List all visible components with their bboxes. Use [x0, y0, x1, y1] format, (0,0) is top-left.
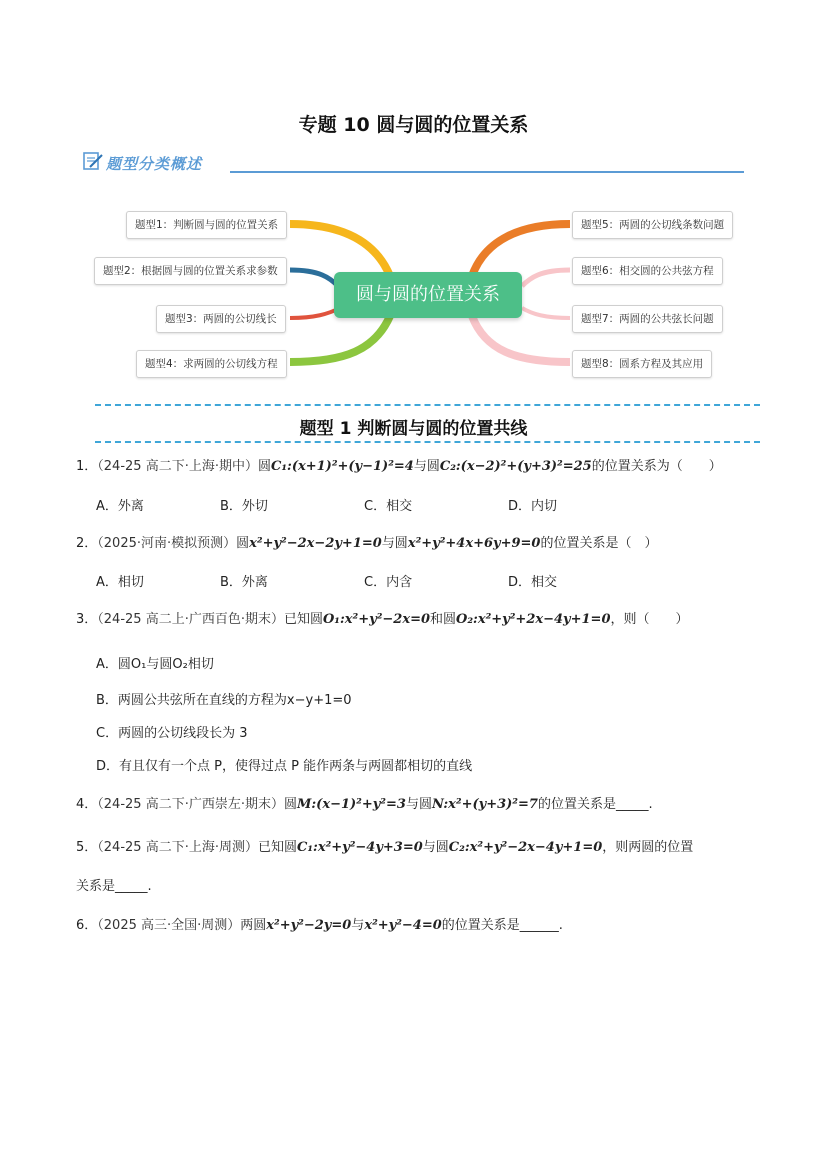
q5-number: 5． [76, 840, 98, 855]
q5-pre: 已知圆 [257, 840, 297, 855]
q4-pre: 圆 [283, 797, 297, 812]
q5-mid: 与圆 [422, 840, 449, 855]
q5-continuation: 关系是_____. [76, 879, 152, 894]
q3-mid: 和圆 [430, 612, 457, 627]
q3-number: 3． [76, 612, 98, 627]
branch-1 [290, 224, 390, 276]
q1-option-a: A．外离 [96, 499, 144, 514]
mindmap-node-type1: 题型1：判断圆与圆的位置关系 [126, 211, 287, 239]
q4-mid: 与圆 [405, 797, 432, 812]
pencil-note-icon [82, 150, 104, 172]
question-2 [76, 532, 657, 551]
q6-mid: 与 [351, 918, 365, 933]
q3-option-a [96, 653, 214, 672]
q2-pre: 圆 [236, 536, 250, 551]
q3-math-a: O₁:x²+y²−2x=0 [322, 612, 431, 627]
q1-number: 1． [76, 459, 98, 474]
q5-math-a: C₁:x²+y²−4y+3=0 [296, 840, 423, 855]
type1-title: 题型 1 判断圆与圆的位置共线 [299, 419, 528, 439]
section-header [82, 150, 744, 178]
branch-4 [290, 316, 390, 362]
q1-mid: 与圆 [413, 459, 440, 474]
document-title: 专题 10 圆与圆的位置关系 [298, 114, 529, 136]
q2-math-b: x²+y²+4x+6y+9=0 [407, 536, 541, 551]
mindmap-node-type5: 题型5：两圆的公切线条数问题 [572, 211, 733, 239]
branch-8 [472, 316, 570, 362]
q2-option-c: C．内含 [364, 575, 413, 590]
q3-option-d: D．有且仅有一个点 P，使得过点 P 能作两条与两圆都相切的直线 [96, 759, 473, 774]
branch-6 [522, 270, 570, 286]
mindmap-node-type4: 题型4：求两圆的公切线方程 [136, 350, 287, 378]
q6-math-a: x²+y²−2y=0 [266, 918, 352, 933]
q5-post: ，则两圆的位置 [602, 840, 694, 855]
q1-math-b: C₂:(x−2)²+(y+3)²=25 [439, 459, 592, 474]
question-5 [76, 836, 693, 855]
mindmap-node-type8: 题型8：圆系方程及其应用 [572, 350, 712, 378]
q2-mid: 与圆 [381, 536, 408, 551]
q2-option-d: D．相交 [508, 575, 558, 590]
q1-source: （24-25 高二下·上海·期中） [97, 459, 258, 474]
divider-top [95, 404, 760, 406]
q3-option-b [96, 689, 352, 708]
q5-math-b: C₂:x²+y²−2x−4y+1=0 [448, 840, 603, 855]
q4-post: 的位置关系是_____. [537, 797, 653, 812]
q3-option-c: C．两圆的公切线段长为 3 [96, 726, 248, 741]
q6-math-b: x²+y²−4=0 [364, 918, 442, 933]
q2-number: 2． [76, 536, 98, 551]
q6-pre: 两圆 [240, 918, 267, 933]
q2-option-b: B．外离 [220, 575, 268, 590]
q1-post: 的位置关系为（ ） [591, 459, 722, 474]
q1-option-b: B．外切 [220, 499, 268, 514]
mindmap [90, 200, 750, 390]
q3-option-a-post: 相切 [187, 657, 214, 672]
q6-source: （2025 高三·全国·周测） [97, 918, 241, 933]
divider-bottom [95, 441, 760, 443]
q3-source: （24-25 高二上·广西百色·期末） [97, 612, 284, 627]
q5-source: （24-25 高二下·上海·周测） [97, 840, 258, 855]
section-heading: 题型分类概述 [106, 155, 203, 173]
question-4 [76, 793, 653, 812]
branch-7 [522, 308, 570, 318]
mindmap-node-type3: 题型3：两圆的公切线长 [156, 305, 286, 333]
q3-option-a-pre: A．圆 [96, 657, 131, 672]
q2-post: 的位置关系是（ ） [540, 536, 658, 551]
q4-number: 4． [76, 797, 98, 812]
mindmap-node-type6: 题型6：相交圆的公共弦方程 [572, 257, 723, 285]
q1-pre: 圆 [257, 459, 271, 474]
mindmap-center: 圆与圆的位置关系 [334, 272, 522, 318]
q1-option-d: D．内切 [508, 499, 558, 514]
question-6 [76, 914, 563, 933]
mindmap-node-type2: 题型2：根据圆与圆的位置关系求参数 [94, 257, 287, 285]
q6-number: 6． [76, 918, 98, 933]
q3-pre: 已知圆 [283, 612, 323, 627]
branch-2 [290, 270, 338, 286]
q3-option-a-math1: O₁ [130, 657, 147, 672]
q4-source: （24-25 高二下·广西崇左·期末） [97, 797, 284, 812]
q3-option-b-pre: B．两圆公共弦所在直线的方程为 [96, 693, 287, 708]
q2-source: （2025·河南·模拟预测） [97, 536, 237, 551]
q4-math-a: M:(x−1)²+y²=3 [296, 797, 406, 812]
q6-post: 的位置关系是______. [441, 918, 563, 933]
branch-5 [472, 224, 570, 276]
q3-math-b: O₂:x²+y²+2x−4y+1=0 [456, 612, 611, 627]
q2-math-a: x²+y²−2x−2y+1=0 [249, 536, 382, 551]
q3-option-a-mid: 与圆 [146, 657, 173, 672]
branch-3 [290, 308, 340, 318]
q3-option-a-math2: O₂ [172, 657, 188, 672]
q3-post: ，则（ ） [610, 612, 689, 627]
section-underline [230, 171, 744, 173]
q1-math-a: C₁:(x+1)²+(y−1)²=4 [270, 459, 414, 474]
q2-option-a: A．相切 [96, 575, 144, 590]
q4-math-b: N:x²+(y+3)²=7 [431, 797, 538, 812]
q1-option-c: C．相交 [364, 499, 413, 514]
question-3 [76, 608, 689, 627]
q3-option-b-math: x−y+1=0 [286, 693, 352, 708]
question-1 [76, 455, 722, 474]
mindmap-node-type7: 题型7：两圆的公共弦长问题 [572, 305, 723, 333]
